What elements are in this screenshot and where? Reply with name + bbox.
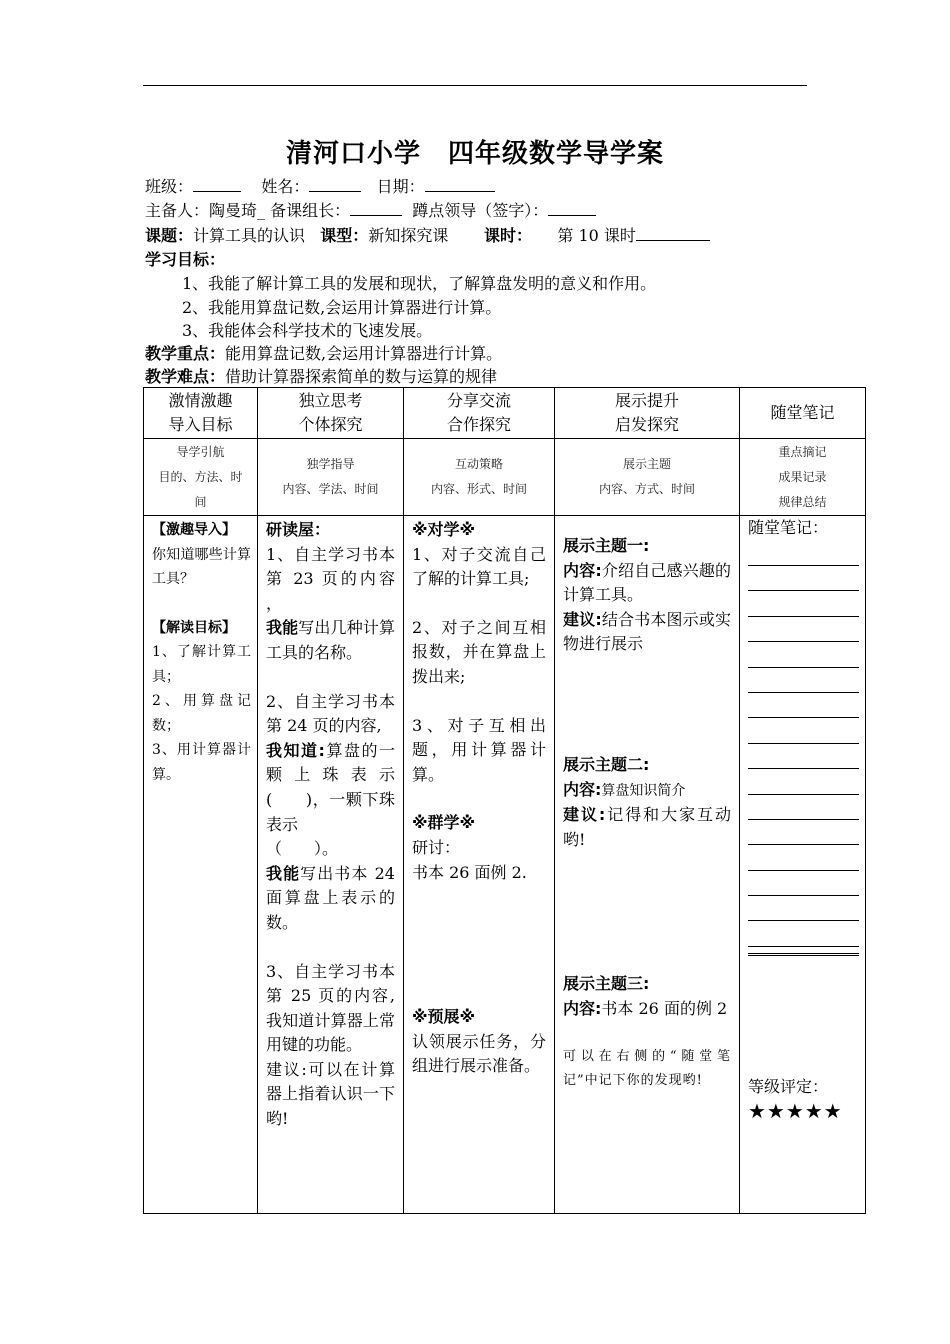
pair-item: 2、对子之间互相报数，并在算盘上拨出来; [412, 617, 546, 686]
objective-item: 1、我能了解计算工具的发展和现状，了解算盘发明的意义和作用。 [182, 274, 657, 293]
objective-item: 2、我能用算盘记数,会运用计算器进行计算。 [182, 298, 502, 317]
note-line[interactable] [748, 921, 859, 946]
intro-title: 【激趣导入】 [152, 522, 236, 538]
note-line[interactable] [748, 668, 859, 693]
period-value: 第 10 课时 [557, 226, 636, 245]
topic-value: 计算工具的认识 [193, 226, 306, 245]
difficulty-text: 借助计算器探索简单的数与运算的规律 [225, 367, 498, 386]
study-title: 研读屋： [266, 520, 331, 539]
pair-item: 1、对子交流自己了解的计算工具; [412, 544, 546, 589]
col-self-study [258, 516, 404, 1214]
study-p3: 3、自主学习书本第 25 页的内容,我知道计算器上常用键的功能。 [266, 961, 395, 1055]
preview-text: 认领展示任务，分组进行展示准备。 [412, 1031, 546, 1076]
subheader-col-4: 展示主题 内容、方式、时间 [555, 439, 740, 516]
study-p2-bold: 我知道: [266, 740, 325, 760]
info-row-2 [145, 200, 596, 222]
type-label: 课型： [320, 226, 369, 245]
theme1-tip: 结合书本图示或实物进行展示 [563, 609, 731, 654]
study-p2: 2、自主学习书本第 24 页的内容, [266, 691, 395, 736]
note-line[interactable] [748, 617, 859, 642]
theme2-content-label: 内容: [563, 779, 602, 799]
study-p2d-text: 写出书本 24 面算盘上表示的数。 [266, 863, 395, 932]
grade-label: 等级评定： [748, 1076, 829, 1096]
intro-text: 你知道哪些计算工具？ [152, 546, 251, 587]
goal-title: 【解读目标】 [152, 619, 236, 636]
group-title: ※群学※ [412, 813, 476, 833]
header-col-4: 展示提升 启发探究 [555, 388, 740, 439]
table-body-row [144, 516, 866, 1214]
header-col-1: 激情激趣 导入目标 [144, 388, 258, 439]
period-blank[interactable] [636, 240, 710, 241]
notes-label: 随堂笔记： [748, 518, 829, 537]
study-p1-text: 写出几种计算工具的名称。 [266, 618, 395, 662]
theme2-tip: 记得和大家互动哟! [563, 805, 731, 849]
note-line[interactable] [748, 693, 859, 718]
preparer-label: 主备人：陶曼琦_ 备课组长： [145, 201, 351, 220]
subheader-col-5: 重点摘记 成果记录 规律总结 [740, 439, 866, 516]
pair-item: 3、对子互相出题，用计算器计算。 [412, 715, 546, 784]
type-value: 新知探究课 [368, 226, 449, 245]
note-line[interactable] [748, 769, 859, 794]
study-p1-bold: 我能 [266, 618, 299, 638]
date-label: 日期： [376, 177, 425, 196]
pair-title: ※对学※ [412, 520, 476, 539]
note-line[interactable] [748, 566, 859, 591]
note-line[interactable] [748, 871, 859, 896]
note-line[interactable] [748, 541, 859, 566]
study-p1: 1、自主学习书本第 23 页的内容 ， [266, 544, 395, 613]
study-p2-blank: （ ）。 [266, 839, 339, 859]
header-col-2: 独立思考 个体探究 [258, 388, 404, 439]
objective-item: 3、我能体会科学技术的飞速发展。 [182, 321, 433, 340]
preview-title: ※预展※ [412, 1007, 476, 1027]
grade-stars[interactable]: ★★★★★ [748, 1099, 843, 1124]
theme2-content: 算盘知识简介 [601, 782, 686, 799]
theme3-content-label: 内容: [563, 998, 602, 1018]
goal-item: 1、了解计算工具； [152, 644, 251, 685]
header-rule [143, 85, 807, 86]
focus-text: 能用算盘记数,会运用计算器进行计算。 [225, 344, 503, 363]
group-item: 研讨： [412, 837, 461, 857]
class-label: 班级： [145, 177, 194, 196]
date-field[interactable] [425, 191, 495, 192]
theme1-title: 展示主题一: [563, 536, 650, 555]
subheader-col-2: 独学指导 内容、学法、时间 [258, 439, 404, 516]
theme-note: 可以在右侧的“随堂笔记”中记下你的发现哟! [563, 1049, 731, 1089]
theme1-tip-label: 建议: [563, 609, 602, 629]
topic-label: 课题： [145, 226, 194, 245]
note-line[interactable] [748, 642, 859, 667]
note-line[interactable] [748, 795, 859, 820]
theme2-title: 展示主题二: [563, 754, 650, 774]
difficulty-label: 教学难点： [145, 367, 226, 386]
class-field[interactable] [193, 191, 241, 192]
info-row-3 [145, 225, 710, 247]
name-field[interactable] [309, 191, 361, 192]
period-label: 课时： [483, 226, 532, 245]
focus-label: 教学重点： [145, 344, 226, 363]
group-item: 书本 26 面例 2. [412, 862, 527, 882]
table-subheader-row [144, 439, 866, 516]
difficulty-row [145, 366, 497, 388]
note-line[interactable] [748, 845, 859, 870]
theme2-tip-label: 建议: [563, 805, 606, 825]
goal-item: 2、用算盘记数； [152, 693, 251, 734]
note-line[interactable] [748, 591, 859, 616]
col-intro [144, 516, 258, 1214]
note-line[interactable] [748, 820, 859, 845]
table-header-row [144, 388, 866, 439]
leader-sign-field[interactable] [548, 215, 596, 216]
objectives-label: 学习目标： [145, 250, 226, 269]
theme1-content-label: 内容: [563, 560, 602, 580]
page-title: 清河口小学 四年级数学导学案 [285, 139, 664, 169]
study-p2-text: 算盘的一颗上珠表示( )，一颗下珠表示 [266, 740, 395, 834]
header-col-3: 分享交流 合作探究 [404, 388, 555, 439]
subheader-col-3: 互动策略 内容、形式、时间 [404, 439, 555, 516]
theme3-title: 展示主题三: [563, 974, 650, 994]
focus-row [145, 343, 502, 365]
subheader-col-1: 导学引航 目的、方法、时 间 [144, 439, 258, 516]
name-label: 姓名： [261, 177, 310, 196]
col-presentation [555, 516, 740, 1214]
study-p2d-bold: 我能 [266, 863, 301, 883]
study-table [143, 387, 866, 1214]
col-cooperation [404, 516, 555, 1214]
header-col-5: 随堂笔记 [740, 388, 866, 439]
theme3-content: 书本 26 面的例 2 [601, 998, 728, 1018]
leader-label: 蹲点领导（签字）： [412, 201, 549, 220]
info-row-1 [145, 176, 495, 198]
note-line[interactable] [748, 718, 859, 743]
note-line[interactable] [748, 896, 859, 921]
col-notes [740, 516, 866, 1214]
group-leader-field[interactable] [350, 215, 402, 216]
goal-item: 3、用计算器计算。 [152, 742, 251, 783]
note-line[interactable] [748, 744, 859, 769]
theme1-content: 介绍自己感兴趣的计算工具。 [563, 560, 731, 605]
study-p3-tip: 建议:可以在计算器上指着认识一下哟! [266, 1059, 395, 1129]
